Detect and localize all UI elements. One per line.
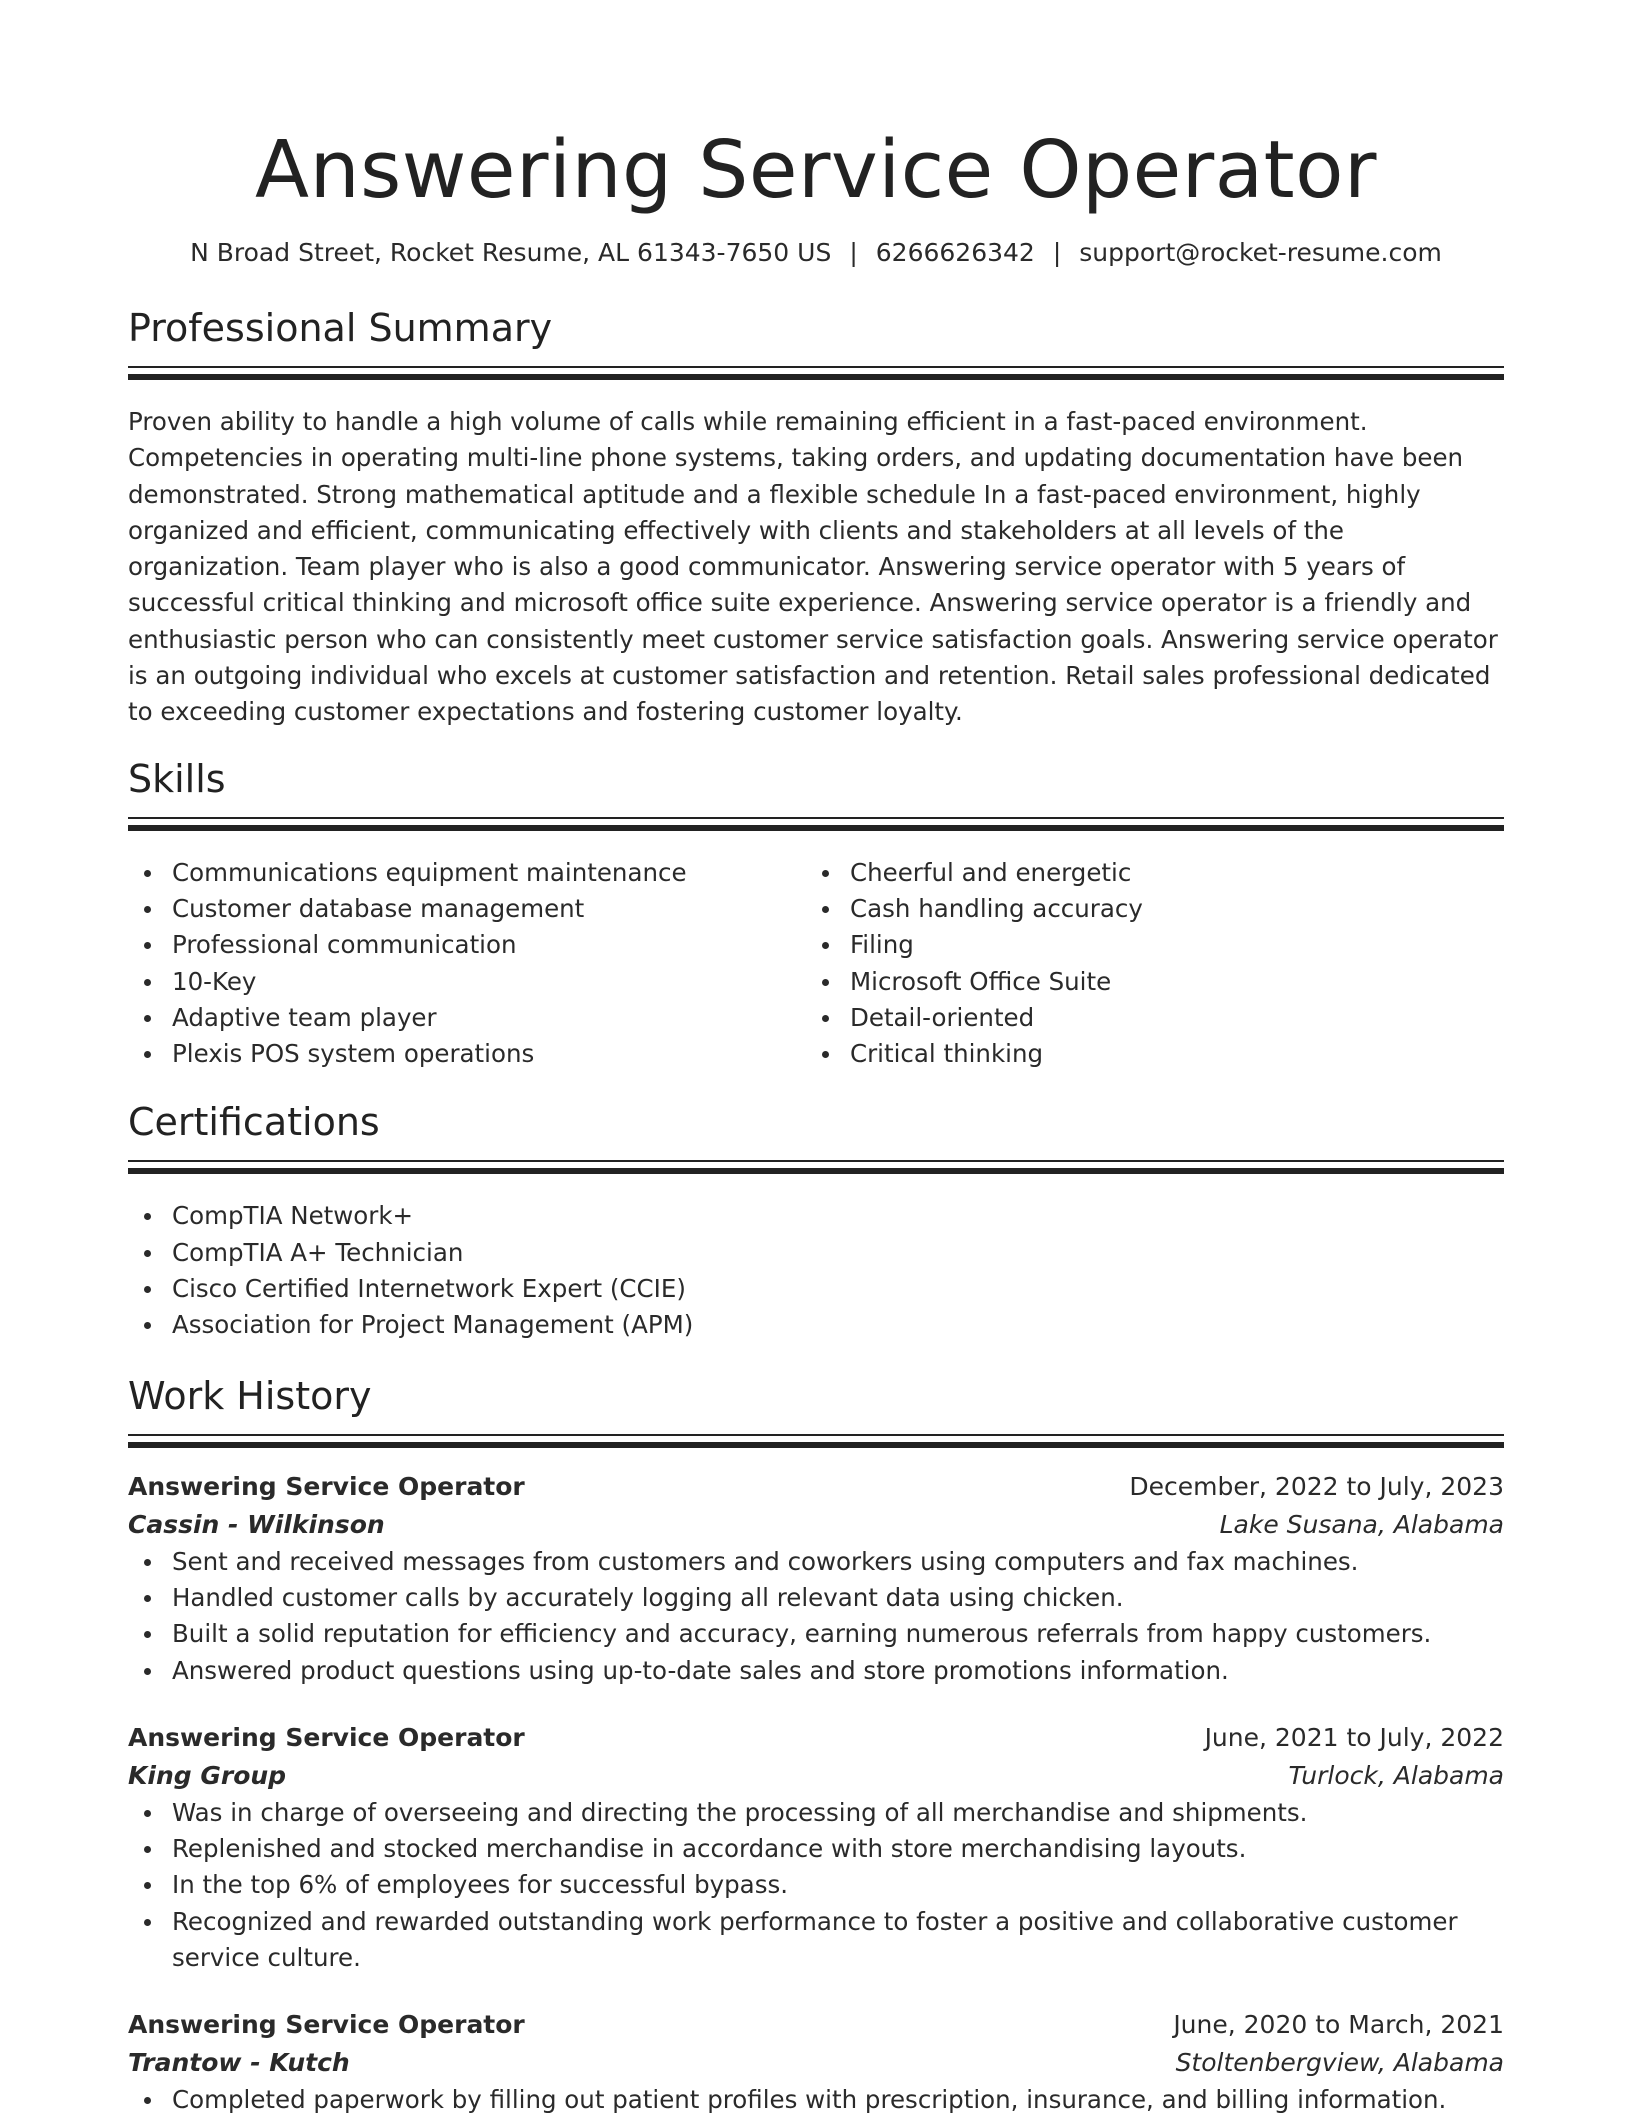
skill-item: Microsoft Office Suite [850,964,1484,1000]
skill-item: Communications equipment maintenance [172,855,806,891]
job-bullet: In the top 6% of employees for successful bypass. [172,1867,1504,1903]
job-dates: June, 2021 to July, 2022 [1204,1722,1504,1752]
certification-item: CompTIA A+ Technician [172,1235,1504,1271]
contact-separator: | [849,238,858,267]
work-history-section [128,1372,1504,2119]
job-entry [128,1719,1504,1976]
job-location: Turlock, Alabama [1288,1760,1504,1790]
job-company: Trantow - Kutch [128,2048,350,2078]
certifications-list [128,1198,1504,1343]
skill-item: Cash handling accuracy [850,891,1484,927]
job-dates: December, 2022 to July, 2023 [1129,1471,1504,1501]
skills-columns [128,855,1504,1073]
job-company: Cassin - Wilkinson [128,1509,385,1539]
contact-line [128,236,1504,270]
section-divider [128,1434,1504,1450]
certification-item: CompTIA Network+ [172,1198,1504,1234]
skill-item: Adaptive team player [172,1000,806,1036]
job-bullet: Answered product questions using up-to-date sales and store promotions information. [172,1653,1504,1689]
job-bullets [128,1795,1504,1976]
job-bullet: Built a solid reputation for efficiency and accuracy, earning numerous referrals from happy customers. [172,1616,1504,1652]
skill-item: Professional communication [172,927,806,963]
job-bullet: Handled customer calls by accurately logging all relevant data using chicken. [172,1580,1504,1616]
section-divider [128,366,1504,382]
job-location: Stoltenbergview, Alabama [1175,2048,1504,2078]
resume-name: Answering Service Operator [255,124,1377,216]
contact-address: N Broad Street, Rocket Resume, AL 61343-7650 US [190,238,832,267]
skill-item: Filing [850,927,1484,963]
section-title-summary: Professional Summary [128,306,553,350]
job-dates: June, 2020 to March, 2021 [1173,2010,1504,2040]
contact-phone: 6266626342 [875,238,1035,267]
skills-column-right [806,855,1484,1073]
job-title: Answering Service Operator [128,2010,525,2040]
job-bullets [128,1544,1504,1689]
job-location: Lake Susana, Alabama [1219,1509,1504,1539]
job-title: Answering Service Operator [128,1722,525,1752]
contact-email: support@rocket-resume.com [1079,238,1442,267]
skill-item: Cheerful and energetic [850,855,1484,891]
section-divider [128,817,1504,833]
certifications-section [128,1098,1504,1343]
job-bullet: Recognized and rewarded outstanding work performance to foster a positive and collaborative customer service culture. [172,1904,1504,1977]
job-bullet: Completed paperwork by filling out patient profiles with prescription, insurance, and billing information. [172,2082,1504,2118]
skill-item: Critical thinking [850,1036,1484,1072]
job-bullet: Was in charge of overseeing and directing the processing of all merchandise and shipments. [172,1795,1504,1831]
job-entry [128,2006,1504,2118]
skill-item: Customer database management [172,891,806,927]
job-entry [128,1468,1504,1689]
job-bullet: Sent and received messages from customers and coworkers using computers and fax machines. [172,1544,1504,1580]
section-title-skills: Skills [128,756,226,801]
resume-page [128,0,1504,2119]
job-bullets [128,2082,1504,2118]
section-divider [128,1160,1504,1176]
contact-separator: | [1052,238,1062,267]
skills-section [128,755,1504,1073]
job-company: King Group [128,1760,287,1790]
certification-item: Cisco Certified Internetwork Expert (CCIE) [172,1271,1504,1307]
skill-item: Plexis POS system operations [172,1036,806,1072]
certification-item: Association for Project Management (APM) [172,1307,1504,1343]
job-title: Answering Service Operator [128,1471,525,1501]
section-title-work-history: Work History [128,1373,372,1418]
skills-column-left [128,855,806,1073]
skill-item: Detail-oriented [850,1000,1484,1036]
section-title-certifications: Certifications [128,1100,380,1145]
job-bullet: Replenished and stocked merchandise in accordance with store merchandising layouts. [172,1831,1504,1867]
summary-text: Proven ability to handle a high volume of calls while remaining efficient in a fast-paced environment. Competencies in operating multi-line phone systems, taking orders, and updating documentation have been demonstrated. Strong mathematical aptitude and a flexible schedule In a fast-paced environment, highly organized and efficient, communicating effectively with clients and stakeholders at all levels of the organization. Team player who is also a good communicator. Answering service operator with 5 years of successful critical thinking and microsoft office suite experience. Answering service operator is a friendly and enthusiastic person who can consistently meet customer service satisfaction goals. Answering service operator is an outgoing individual who excels at customer satisfaction and retention. Retail sales professional dedicated to exceeding customer expectations and fostering customer loyalty. [128,407,1498,727]
skill-item: 10-Key [172,964,806,1000]
summary-section [128,304,1504,731]
